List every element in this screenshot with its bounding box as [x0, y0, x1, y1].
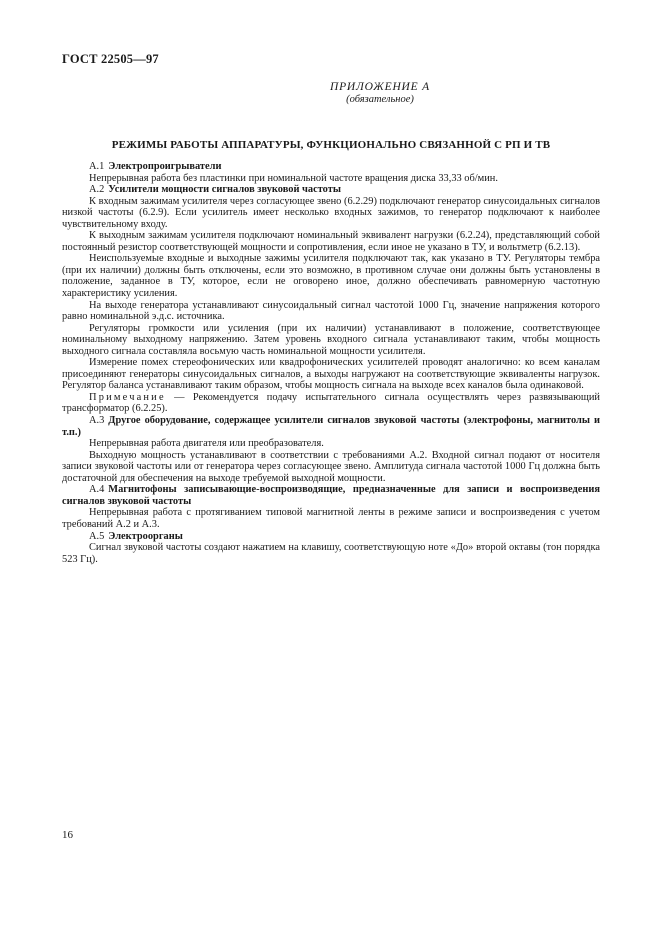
- note: [62, 392, 600, 415]
- note-text: — Рекомендуется подачу испытательного сигнала осуществлять через развязывающий трансформатор (6.2.25).: [62, 391, 600, 415]
- section-number: А.4: [89, 484, 105, 496]
- paragraph: Неиспользуемые входные и выходные зажимы усилителя подключают так, как указано в ТУ. Регуляторы тембра (при их наличии) должны быть отключены, если это возможно, в противном случае они должны быть установлены в положение, заданное в ТУ, которое, если не оговорено иное, должно обеспечивать равномерную частотную характеристику усиления.: [62, 253, 600, 300]
- paragraph: Выходную мощность устанавливают в соответствии с требованиями А.2. Входной сигнал подают от носителя записи звуковой частоты или от генератора через согласующее звено. Амплитуда сигнала частотой 1000 Гц должна быть достаточной для обеспечения на выходе требуемой выходной мощности.: [62, 449, 600, 484]
- section-heading-a4: [62, 484, 600, 507]
- paragraph: К входным зажимам усилителя через согласующее звено (6.2.29) подключают генератор синусоидальных сигналов низкой частоты (6.2.9). Если усилитель имеет несколько входных зажимов, то генератор подключают к наиболее чувствительному входу.: [62, 195, 600, 230]
- section-number: А.5: [89, 530, 105, 542]
- paragraph: Непрерывная работа без пластинки при номинальной частоте вращения диска 33,33 об/мин.: [89, 172, 498, 184]
- appendix-subtitle: (обязательное): [346, 94, 414, 105]
- section-number: А.1: [89, 161, 105, 172]
- appendix-heading: [290, 81, 470, 106]
- section-heading-a2: [62, 184, 600, 196]
- paragraph: Измерение помех стереофонических или квадрофонических усилителей проводят аналогично: ко всем каналам присоединяют генераторы синусоидальных сигналов, а выходы нагружают на соответствующие эквиваленты нагрузок. Регулятор баланса устанавливают таким образом, чтобы мощность сигнала на выходе всех каналов была одинаковой.: [62, 357, 600, 392]
- section-heading-a3: [62, 415, 600, 438]
- note-label: Примечание: [89, 391, 166, 403]
- section-title: Электропроигрыватели: [108, 161, 222, 172]
- section-title: Усилители мощности сигналов звуковой частоты: [108, 184, 341, 196]
- section-title: Другое оборудование, содержащее усилители сигналов звуковой частоты (электрофоны, магнитолы и т.п.): [62, 415, 600, 438]
- section-title: Магнитофоны записывающие-воспроизводящие, предназначенные для записи и воспроизведения сигналов звуковой частоты: [62, 484, 600, 507]
- page-title: РЕЖИМЫ РАБОТЫ АППАРАТУРЫ, ФУНКЦИОНАЛЬНО СВЯЗАННОЙ С РП И ТВ: [111, 139, 551, 151]
- document-body: [62, 161, 600, 565]
- section-number: А.3: [89, 415, 105, 427]
- paragraph: Сигнал звуковой частоты создают нажатием на клавишу, соответствующую ноте «До» второй октавы (тон порядка 523 Гц).: [62, 542, 600, 565]
- appendix-title: ПРИЛОЖЕНИЕ А: [330, 81, 430, 93]
- paragraph: Регуляторы громкости или усиления (при их наличии) устанавливают в положение, соответствующее номинальному выходному напряжению. Затем уровень входного сигнала устанавливают таким, чтобы мощность выходного сигнала составляла восьмую часть номинальной мощности усилителя.: [62, 322, 600, 357]
- section-heading-a1: [62, 161, 600, 173]
- paragraph: Непрерывная работа двигателя или преобразователя.: [89, 438, 324, 450]
- document-id: ГОСТ 22505—97: [62, 52, 159, 66]
- section-heading-a5: [62, 531, 600, 543]
- page-number: 16: [62, 829, 73, 841]
- paragraph: Непрерывная работа с протягиванием типовой магнитной ленты в режиме записи и воспроизведения с учетом требований А.2 и А.3.: [62, 507, 600, 530]
- section-title: Электроорганы: [108, 530, 183, 542]
- paragraph: На выходе генератора устанавливают синусоидальный сигнал частотой 1000 Гц, значение напряжения которого равно номинальной э.д.с. источника.: [62, 299, 600, 323]
- section-number: А.2: [89, 184, 105, 196]
- paragraph: К выходным зажимам усилителя подключают номинальный эквивалент нагрузки (6.2.24), представляющий собой постоянный резистор соответствующей мощности и сопротивления, если иное не указано в ТУ, и вольтметр (6.2.13).: [62, 230, 600, 253]
